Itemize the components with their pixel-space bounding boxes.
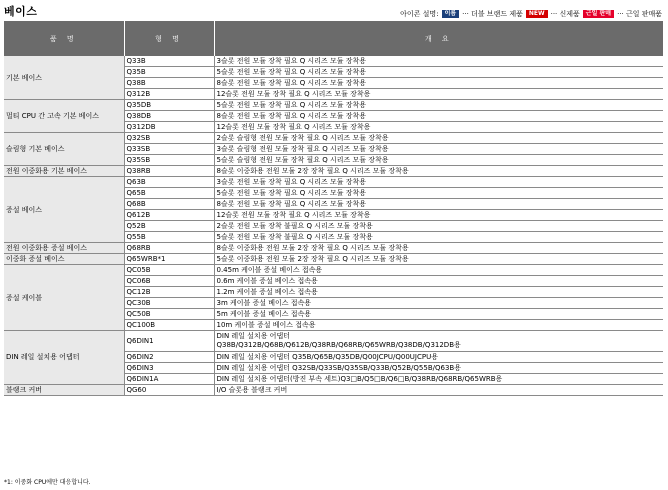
model-cell: Q6DIN1A — [124, 374, 214, 385]
model-cell: Q312B — [124, 89, 214, 100]
model-cell: Q6DIN3 — [124, 363, 214, 374]
description-text: 0.45m 케이블 증설 베이스 접속용 — [216, 266, 323, 274]
category-cell: 증설 베이스 — [4, 177, 124, 243]
description-text: 12슬롯 전원 모듈 장착 필요 Q 시리즈 모듈 장착용 — [216, 211, 371, 219]
description-text: 8슬롯 전원 모듈 장착 필요 Q 시리즈 모듈 장착용 — [216, 112, 366, 120]
model-cell: Q63B — [124, 177, 214, 188]
table-row — [4, 177, 663, 188]
description-cell — [214, 385, 663, 396]
model-cell: QC06B — [124, 276, 214, 287]
description-cell — [214, 78, 663, 89]
description-text: 8슬롯 전원 모듈 장착 필요 Q 시리즈 모듈 장착용 — [216, 200, 366, 208]
model-cell: Q6DIN1 — [124, 331, 214, 352]
table-row — [4, 166, 663, 177]
description-text: DIN 레일 설치용 어댑터 — [216, 332, 290, 340]
description-text: 5슬롯 슬림형 전원 모듈 장착 필요 Q 시리즈 모듈 장착용 — [216, 156, 389, 164]
table-row — [4, 331, 663, 352]
model-cell: Q68RB — [124, 243, 214, 254]
description-cell — [214, 276, 663, 287]
description-text: I/O 슬롯용 블랭크 커버 — [216, 386, 288, 394]
table-row — [4, 265, 663, 276]
description-cell — [214, 133, 663, 144]
legend-coming-soon-text: ··· 근일 판매품 — [617, 10, 662, 18]
model-cell: Q33SB — [124, 144, 214, 155]
base-spec-table — [4, 21, 663, 396]
description-text: 3슬롯 전원 모듈 장착 필요 Q 시리즈 모듈 장착용 — [216, 178, 366, 186]
description-text: 3m 케이블 증설 베이스 접속용 — [216, 299, 312, 307]
description-cell — [214, 89, 663, 100]
table-body — [4, 56, 663, 396]
model-cell: Q35DB — [124, 100, 214, 111]
description-cell — [214, 243, 663, 254]
category-cell: 블랭크 커버 — [4, 385, 124, 396]
model-cell: Q65B — [124, 188, 214, 199]
description-cell — [214, 56, 663, 67]
model-cell: Q52B — [124, 221, 214, 232]
description-text: DIN 레일 설치용 어댑터 Q35B/Q65B/Q35DB/Q00JCPU/Q00UJCPU용 — [216, 353, 438, 361]
description-text: 5슬롯 전원 모듈 장착 필요 Q 시리즈 모듈 장착용 — [216, 189, 366, 197]
legend-new-text: ··· 신제품 — [550, 10, 580, 18]
table-row — [4, 243, 663, 254]
description-cell — [214, 122, 663, 133]
model-cell: QC05B — [124, 265, 214, 276]
icon-legend — [400, 9, 662, 19]
description-cell — [214, 177, 663, 188]
description-cell — [214, 352, 663, 363]
legend-label: 아이콘 설명: — [400, 10, 439, 18]
description-text: 5슬롯 이중화용 전원 모듈 2장 장착 필요 Q 시리즈 모듈 장착용 — [216, 255, 409, 263]
model-cell: QC50B — [124, 309, 214, 320]
description-text: 2슬롯 전원 모듈 장착 불필요 Q 시리즈 모듈 장착용 — [216, 222, 373, 230]
model-cell: Q55B — [124, 232, 214, 243]
description-cell — [214, 155, 663, 166]
model-cell: QG60 — [124, 385, 214, 396]
description-text: 2슬롯 슬림형 전원 모듈 장착 필요 Q 시리즈 모듈 장착용 — [216, 134, 389, 142]
coming-soon-badge-icon: 근일 판매 — [583, 10, 614, 18]
category-cell: 전원 이중화용 기본 베이스 — [4, 166, 124, 177]
description-cell — [214, 188, 663, 199]
category-cell: 전원 이중화용 증설 베이스 — [4, 243, 124, 254]
table-row — [4, 385, 663, 396]
new-badge-icon: NEW — [526, 10, 548, 18]
model-cell: QC30B — [124, 298, 214, 309]
description-cell — [214, 111, 663, 122]
description-text: 5슬롯 전원 모듈 장착 필요 Q 시리즈 모듈 장착용 — [216, 68, 366, 76]
model-cell: Q35B — [124, 67, 214, 78]
model-cell: Q65WRB*1 — [124, 254, 214, 265]
description-text: 10m 케이블 증설 베이스 접속용 — [216, 321, 316, 329]
description-text: 8슬롯 이중화용 전원 모듈 2장 장착 필요 Q 시리즈 모듈 장착용 — [216, 167, 409, 175]
page-title: 베이스 — [4, 5, 38, 18]
description-text: 0.6m 케이블 증설 베이스 접속용 — [216, 277, 318, 285]
model-cell: QC100B — [124, 320, 214, 331]
description-text: 12슬롯 전원 모듈 장착 필요 Q 시리즈 모듈 장착용 — [216, 90, 371, 98]
description-cell — [214, 232, 663, 243]
table-row — [4, 100, 663, 111]
footnote: *1: 이중화 CPU에만 대응합니다. — [4, 479, 91, 486]
description-text: DIN 레일 설치용 어댑터 Q32SB/Q33SB/Q35SB/Q33B/Q52B/Q55B/Q63B용 — [216, 364, 461, 372]
table-row — [4, 56, 663, 67]
category-cell: 멀티 CPU 간 고속 기본 베이스 — [4, 100, 124, 133]
description-text: 1.2m 케이블 증설 베이스 접속용 — [216, 288, 318, 296]
model-cell: Q38B — [124, 78, 214, 89]
header-model: 형 명 — [124, 21, 214, 56]
description-cell — [214, 67, 663, 78]
category-cell: DIN 레일 설치용 어댑터 — [4, 331, 124, 385]
header-product-name: 품 명 — [4, 21, 124, 56]
description-cell — [214, 221, 663, 232]
description-cell — [214, 298, 663, 309]
model-cell: Q312DB — [124, 122, 214, 133]
description-cell — [214, 254, 663, 265]
description-cell — [214, 265, 663, 276]
description-cell — [214, 199, 663, 210]
category-cell: 증설 케이블 — [4, 265, 124, 331]
model-cell: Q612B — [124, 210, 214, 221]
table-row — [4, 254, 663, 265]
description-cell — [214, 166, 663, 177]
model-cell: QC12B — [124, 287, 214, 298]
description-cell — [214, 100, 663, 111]
description-text: 12슬롯 전원 모듈 장착 필요 Q 시리즈 모듈 장착용 — [216, 123, 371, 131]
description-text: 3슬롯 슬림형 전원 모듈 장착 필요 Q 시리즈 모듈 장착용 — [216, 145, 389, 153]
model-cell: Q68B — [124, 199, 214, 210]
legend-double-brand-text: ··· 더블 브랜드 제품 — [462, 10, 523, 18]
model-cell: Q35SB — [124, 155, 214, 166]
description-cell — [214, 374, 663, 385]
description-text-line2: Q38B/Q312B/Q68B/Q612B/Q38RB/Q68RB/Q65WRB/Q38DB/Q312DB용 — [216, 341, 461, 349]
description-text: 8슬롯 이중화용 전원 모듈 2장 장착 필요 Q 시리즈 모듈 장착용 — [216, 244, 409, 252]
description-text: 5슬롯 전원 모듈 장착 불필요 Q 시리즈 모듈 장착용 — [216, 233, 373, 241]
description-cell — [214, 287, 663, 298]
model-cell: Q38RB — [124, 166, 214, 177]
description-cell — [214, 363, 663, 374]
description-text: 3슬롯 전원 모듈 장착 필요 Q 시리즈 모듈 장착용 — [216, 57, 366, 65]
model-cell: Q32SB — [124, 133, 214, 144]
category-cell: 이중화 증설 베이스 — [4, 254, 124, 265]
model-cell: Q33B — [124, 56, 214, 67]
description-text: DIN 레일 설치용 어댑터(방진 부속 세트)Q3□B/Q5□B/Q6□B/Q38RB/Q68RB/Q65WRB용 — [216, 375, 503, 383]
category-cell: 슬림형 기본 베이스 — [4, 133, 124, 166]
description-cell — [214, 144, 663, 155]
description-text: 5슬롯 전원 모듈 장착 필요 Q 시리즈 모듈 장착용 — [216, 101, 366, 109]
description-cell — [214, 210, 663, 221]
double-brand-badge-icon: 이름 — [442, 10, 460, 18]
table-row — [4, 133, 663, 144]
table-header-row — [4, 21, 663, 56]
description-text: 8슬롯 전원 모듈 장착 필요 Q 시리즈 모듈 장착용 — [216, 79, 366, 87]
description-cell — [214, 320, 663, 331]
model-cell: Q6DIN2 — [124, 352, 214, 363]
description-cell — [214, 309, 663, 320]
description-text: 5m 케이블 증설 베이스 접속용 — [216, 310, 312, 318]
category-cell: 기본 베이스 — [4, 56, 124, 100]
description-cell — [214, 331, 663, 352]
header-overview: 개 요 — [214, 21, 663, 56]
model-cell: Q38DB — [124, 111, 214, 122]
